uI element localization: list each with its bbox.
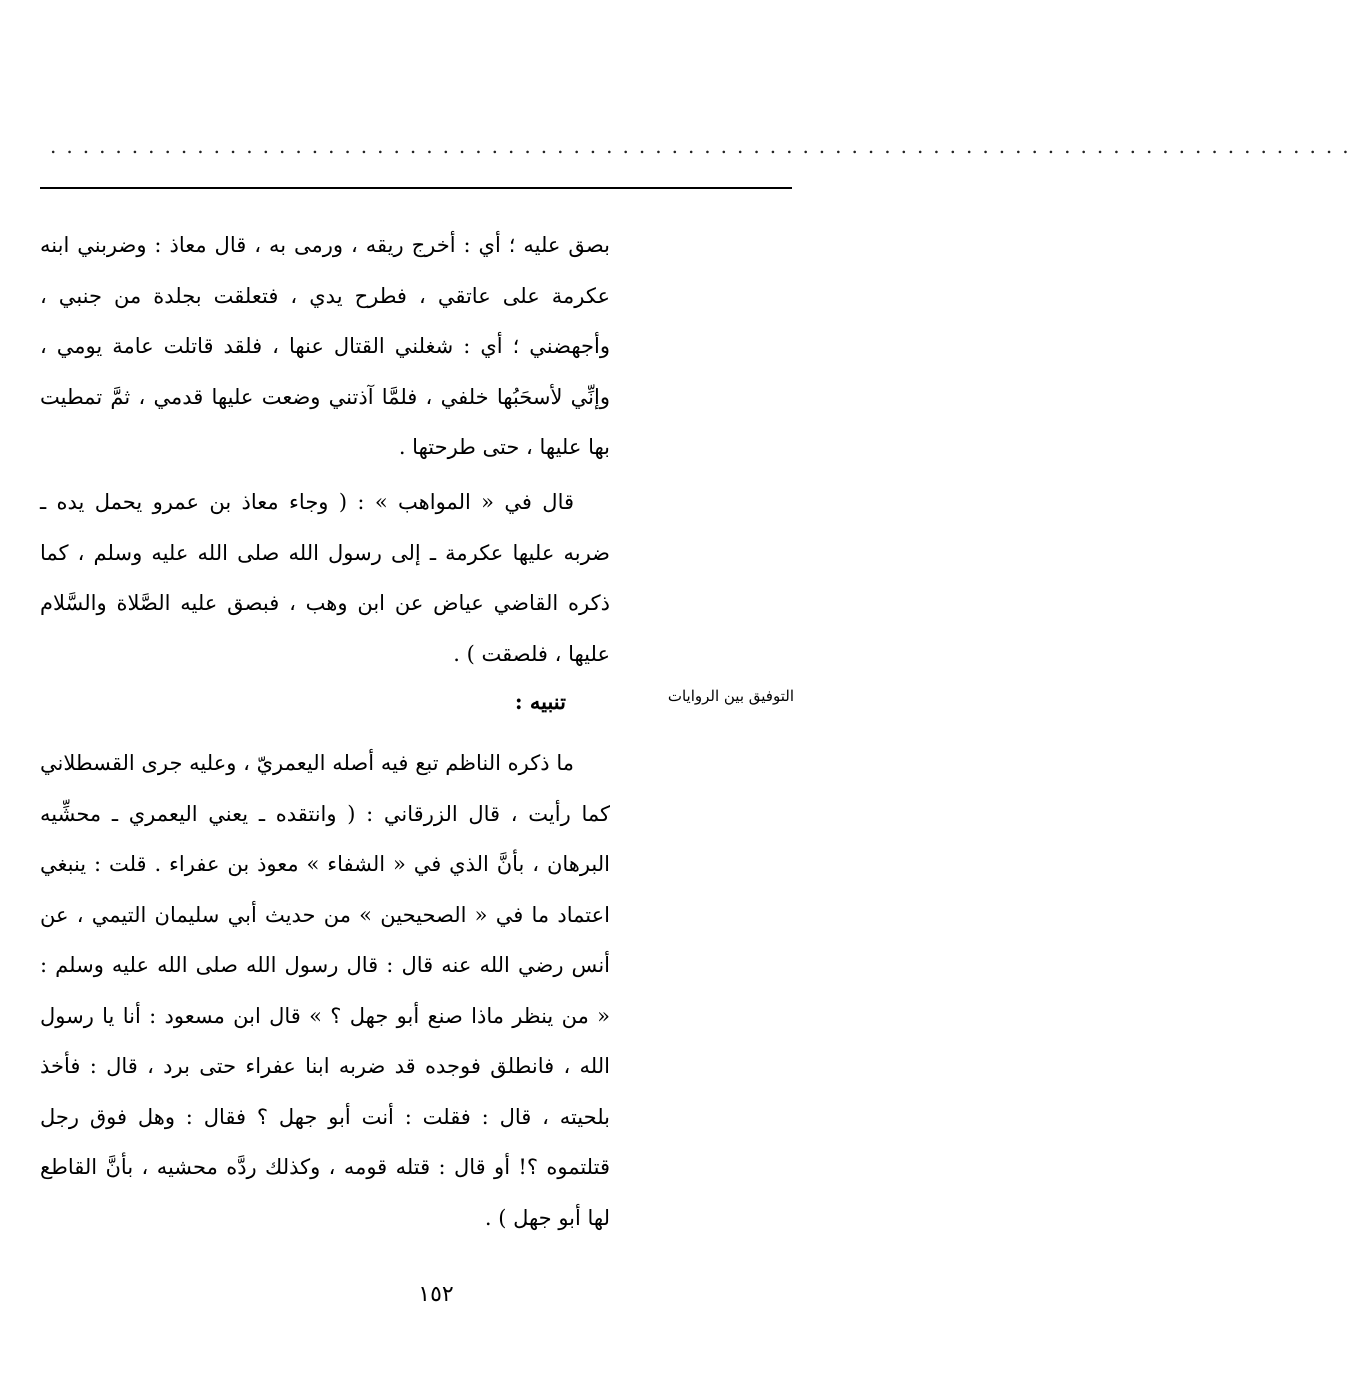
paragraph-block-one xyxy=(40,220,610,473)
margin-note: التوفيق بين الروايات xyxy=(667,687,794,705)
paragraph-text: ما ذكره الناظم تبع فيه أصله اليعمريّ ، وعليه جرى القسطلاني كما رأيت ، قال الزرقاني : ( وانتقده ـ يعني اليعمري ـ محشِّيه البرهان ، بأنَّ الذي في « الشفاء » معوذ بن عفراء . قلت : ينبغي اعتماد ما في « الصحيحين » من حديث أبي سليمان التيمي ، عن أنس رضي الله عنه قال : قال رسول الله صلى الله عليه وسلم : « من ينظر ماذا صنع أبو جهل ؟ » قال ابن مسعود : أنا يا رسول الله ، فانطلق فوجده قد ضربه ابنا عفراء حتى برد ، قال : فأخذ بلحيته ، قال : فقلت : أنت أبو جهل ؟ فقال : وهل فوق رجل قتلتموه ؟! أو قال : قتله قومه ، وكذلك ردَّه محشيه ، بأنَّ القاطع لها أبو جهل ) . xyxy=(40,751,610,1230)
header-rule xyxy=(40,187,792,189)
paragraph-text: قال في « المواهب » : ( وجاء معاذ بن عمرو يحمل يده ـ ضربه عليها عكرمة ـ إلى رسول الله صلى الله عليه وسلم ، كما ذكره القاضي عياض عن ابن وهب ، فبصق عليه الصَّلاة والسَّلام عليها ، فلصقت ) . xyxy=(40,490,610,666)
paragraph-text: بصق عليه ؛ أي : أخرج ريقه ، ورمى به ، قال معاذ : وضربني ابنه عكرمة على عاتقي ، فطرح يدي ، فتعلقت بجلدة من جنبي ، وأجهضني ؛ أي : شغلني القتال عنها ، فلقد قاتلت عامة يومي ، وإنِّي لأسحَبُها خلفي ، فلمَّا آذتني وضعت عليها قدمي ، ثمَّ تمطيت بها عليها ، حتى طرحتها . xyxy=(40,233,610,459)
paragraph-block-three xyxy=(40,738,610,1243)
page-number: ١٥٢ xyxy=(418,1282,454,1307)
section-heading: تنبيه : xyxy=(514,689,566,714)
paragraph-block-two xyxy=(40,477,610,679)
dotted-separator: ................................................................................ xyxy=(50,134,1359,158)
